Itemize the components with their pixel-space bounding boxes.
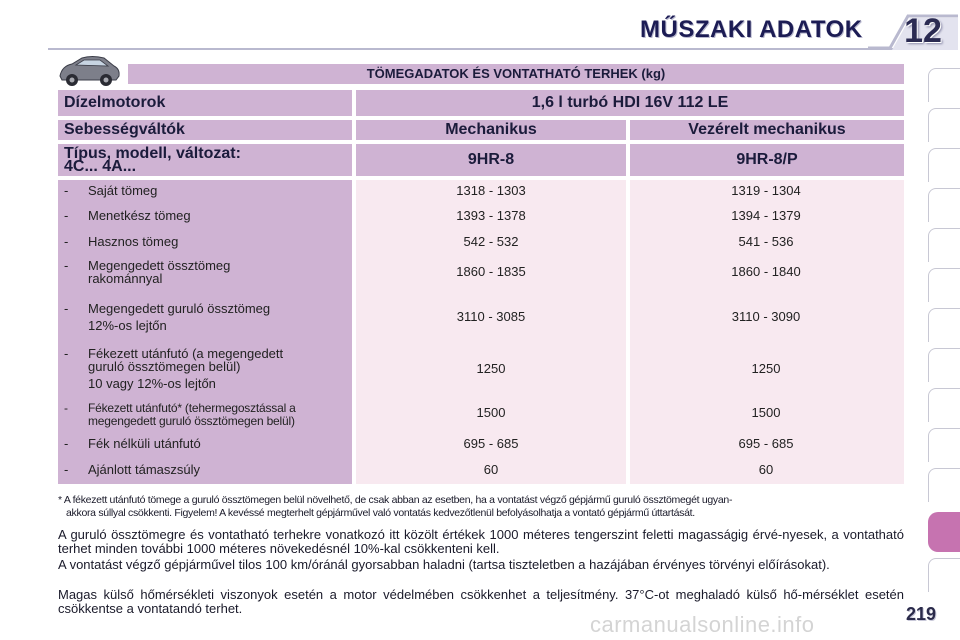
car-icon [56,54,122,88]
page-number: 219 [906,604,937,624]
chapter-tab[interactable] [928,68,960,102]
table-title: TÖMEGADATOK ÉS VONTATHATÓ TERHEK (kg) [128,64,904,84]
chapter-tab-active[interactable] [928,512,960,552]
row-value-col2: 3110 - 3090 [731,309,801,324]
engine-value: 1,6 l turbó HDI 16V 112 LE [356,90,904,116]
row-value-col2: 1250 [751,361,781,376]
row-value-col2: 1500 [751,405,781,420]
row-value-col1: 1500 [476,405,506,420]
row-value-col2: 1319 - 1304 [731,183,801,198]
page-title: MŰSZAKI ADATOK [640,16,863,43]
row-value-col1: 695 - 685 [463,436,519,451]
type-label [58,144,352,176]
footnote-line2: akkora súllyal csökkenti. Figyelem! A kevéssé megterhelt gépjárművel való vontatás kedvezőtlenül befolyásolhatja a vontató gépjármű úttartását. [66,507,695,519]
chapter-number: 12 [904,12,942,50]
gearbox-label: Sebességváltók [58,120,352,140]
chapter-tab[interactable] [928,388,960,422]
chapter-tab[interactable] [928,268,960,302]
footnote-line1: * A fékezett utánfutó tömege a guruló össztömegen belül növelhető, de csak abban az esetben, ha a vontatást végző gépjármű guruló össztömegét ugyan- [58,494,733,506]
type-col2: 9HR-8/P [630,144,904,176]
chapter-tab[interactable] [928,228,960,262]
row-value-col2: 695 - 685 [738,436,794,451]
chapter-tab[interactable] [928,468,960,502]
engine-label: Dízelmotorok [58,90,352,116]
row-value-col2: 1860 - 1840 [731,264,801,279]
chapter-tab[interactable] [928,348,960,382]
row-value-col2: 1394 - 1379 [731,208,801,223]
row-value-col1: 1318 - 1303 [456,183,526,198]
row-value-col1: 542 - 532 [463,234,519,249]
row-value-col2: 541 - 536 [738,234,794,249]
chapter-tab[interactable] [928,188,960,222]
gearbox-col1: Mechanikus [356,120,626,140]
chapter-tab[interactable] [928,558,960,592]
watermark: carmanualsonline.info [590,612,815,637]
type-label-line1: Típus, modell, változat: [64,145,241,162]
row-value-col1: 1860 - 1835 [456,264,526,279]
header-rule [48,48,896,50]
row-value-col2: 60 [758,462,774,477]
type-label-line2: 4C... 4A... [64,158,137,175]
chapter-tab[interactable] [928,148,960,182]
chapter-tab[interactable] [928,108,960,142]
row-value-col1: 1250 [476,361,506,376]
paragraph-altitude: A guruló össztömegre és vontatható terhekre vonatkozó itt közölt értékek 1000 méteres tengerszint feletti magasságig érvé-nyesek, a vontatható terhet minden további 1000 méteres növekedésnél 10%-kal csökkenteni kell. [58,527,904,556]
row-value-col1: 3110 - 3085 [456,309,526,324]
paragraph-speed: A vontatást végző gépjárművel tilos 100 km/óránál gyorsabban haladni (tartsa tiszteletben a hazájában érvényes törvényi előírásokat). [58,557,830,572]
row-value-col1: 60 [483,462,499,477]
footnote [58,494,906,520]
chapter-tab[interactable] [928,308,960,342]
paragraph-temperature: Magas külső hőmérsékleti viszonyok esetén a motor védelmében csökkenhet a teljesítmény. 37°C-ot meghaladó külső hő-mérséklet esetén csökkentse a vontatandó terhet. [58,587,904,616]
type-col1: 9HR-8 [356,144,626,176]
chapter-tab[interactable] [928,428,960,462]
row-value-col1: 1393 - 1378 [456,208,526,223]
gearbox-col2: Vezérelt mechanikus [630,120,904,140]
